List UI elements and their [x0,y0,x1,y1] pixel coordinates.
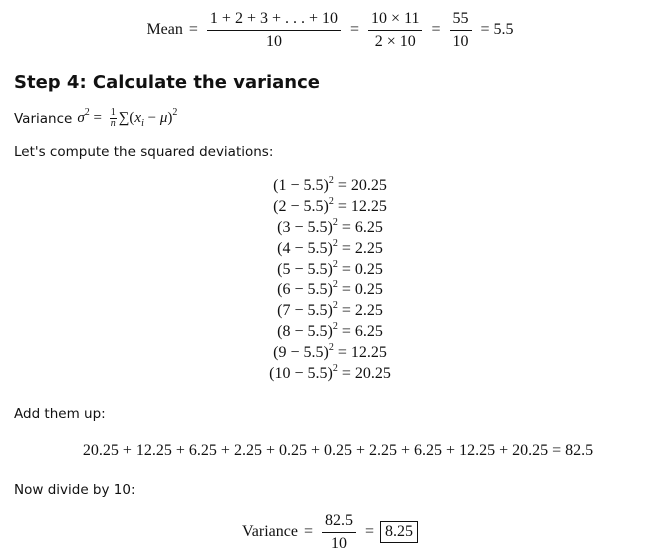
add-them-up-label: Add them up: [14,406,106,422]
final-variance-fraction [322,512,356,553]
squared-deviation-row: $(8 - 5.5)^2 = 6.25$ [277,321,383,341]
final-variance-numerator: 82.5 [322,512,356,533]
squared-deviation-value: 2.25 [354,302,383,320]
variance-definition [14,108,177,129]
squared-deviation-row: $(1 - 5.5)^2 = 20.25$ [273,175,387,194]
mean-fraction-sum [207,10,341,51]
squared-deviation-row: $(4 - 5.5)^2 = 2.25$ [277,237,383,257]
squared-deviation-value: 12.25 [350,344,387,362]
squared-deviation-row: $(9 - 5.5)^2 = 12.25$ [273,342,387,362]
squared-deviations-list [0,176,660,385]
final-variance-formula: Variance = $\frac{82.5}{10}$ = 8.25 [0,510,660,554]
divide-label: Now divide by 10: [14,482,136,498]
squared-deviation-value: 20.25 [350,177,387,194]
squared-deviation-row: $(6 - 5.5)^2 = 0.25$ [277,279,383,299]
mean-fraction-sum-denominator: 10 [265,32,282,50]
mean-result: 5.5 [493,21,514,38]
squared-deviation-term: (5 − 5.5) [277,260,333,278]
mean-fraction-product-denominator: 2 × 10 [374,32,416,50]
squared-deviation-value: 0.25 [354,281,383,299]
mean-formula: Mean = $\frac{1 + 2 + 3 + . . . + 10}{10}$ = $\frac{10 \times 11}{2 \times 10}$ = $\frac{55}{10}$ = 5.5 [146,9,514,50]
squared-deviation-term: (1 − 5.5) [273,177,329,194]
squared-deviation-term: (7 − 5.5) [277,302,333,320]
variance-definition-label: Variance [14,110,73,127]
squared-deviation-term: (3 − 5.5) [277,218,333,236]
squared-deviation-value: 6.25 [354,323,383,341]
final-variance-label: Variance [241,523,298,540]
final-variance-result-box: 8.25 [380,521,418,543]
variance-formula: $\sigma^2$ = $\frac{1}{n}$ $\sum(x_i - \mu)^2$ [77,106,178,129]
squared-deviation-row: $(2 - 5.5)^2 = 12.25$ [273,195,387,215]
squared-deviation-value: 2.25 [354,239,383,257]
mean-label: Mean [146,21,183,38]
squared-deviation-value: 0.25 [354,260,383,278]
squared-deviation-term: (10 − 5.5) [269,365,333,383]
squared-deviation-term: (9 − 5.5) [273,344,329,362]
mean-fraction-product [368,10,422,51]
squared-deviation-value: 12.25 [350,197,387,215]
mean-fraction-simplified-numerator: 55 [450,10,472,31]
squared-deviation-value: 6.25 [354,218,383,236]
squared-deviation-term: (6 − 5.5) [277,281,333,299]
step4-heading: Step 4: Calculate the variance [14,72,320,93]
squared-deviation-value: 20.25 [354,365,391,383]
final-variance-denominator: 10 [330,534,347,552]
squared-deviation-row: $(3 - 5.5)^2 = 6.25$ [277,216,383,236]
sum-expression: 20.25 + 12.25 + 6.25 + 2.25 + 0.25 + 0.25 + 2.25 + 6.25 + 12.25 + 20.25 = 82.5 [82,442,594,459]
squared-deviation-term: (2 − 5.5) [273,197,329,215]
mean-fraction-simplified-denominator: 10 [452,32,469,50]
squared-deviation-term: (4 − 5.5) [277,239,333,257]
squared-deviation-row: $(7 - 5.5)^2 = 2.25$ [277,300,383,320]
mean-fraction-product-numerator: 10 × 11 [368,10,422,31]
one-over-n-fraction: $\frac{1}{n}$ [110,107,116,129]
squared-deviations-intro: Let's compute the squared deviations: [14,144,274,160]
squared-deviation-row: $(5 - 5.5)^2 = 0.25$ [277,258,383,278]
mean-fraction-sum-numerator: 1 + 2 + 3 + . . . + 10 [207,10,341,31]
squared-deviation-row: $(10 - 5.5)^2 = 20.25$ [269,363,391,383]
squared-deviation-term: (8 − 5.5) [277,323,333,341]
mean-fraction-simplified [450,10,472,51]
